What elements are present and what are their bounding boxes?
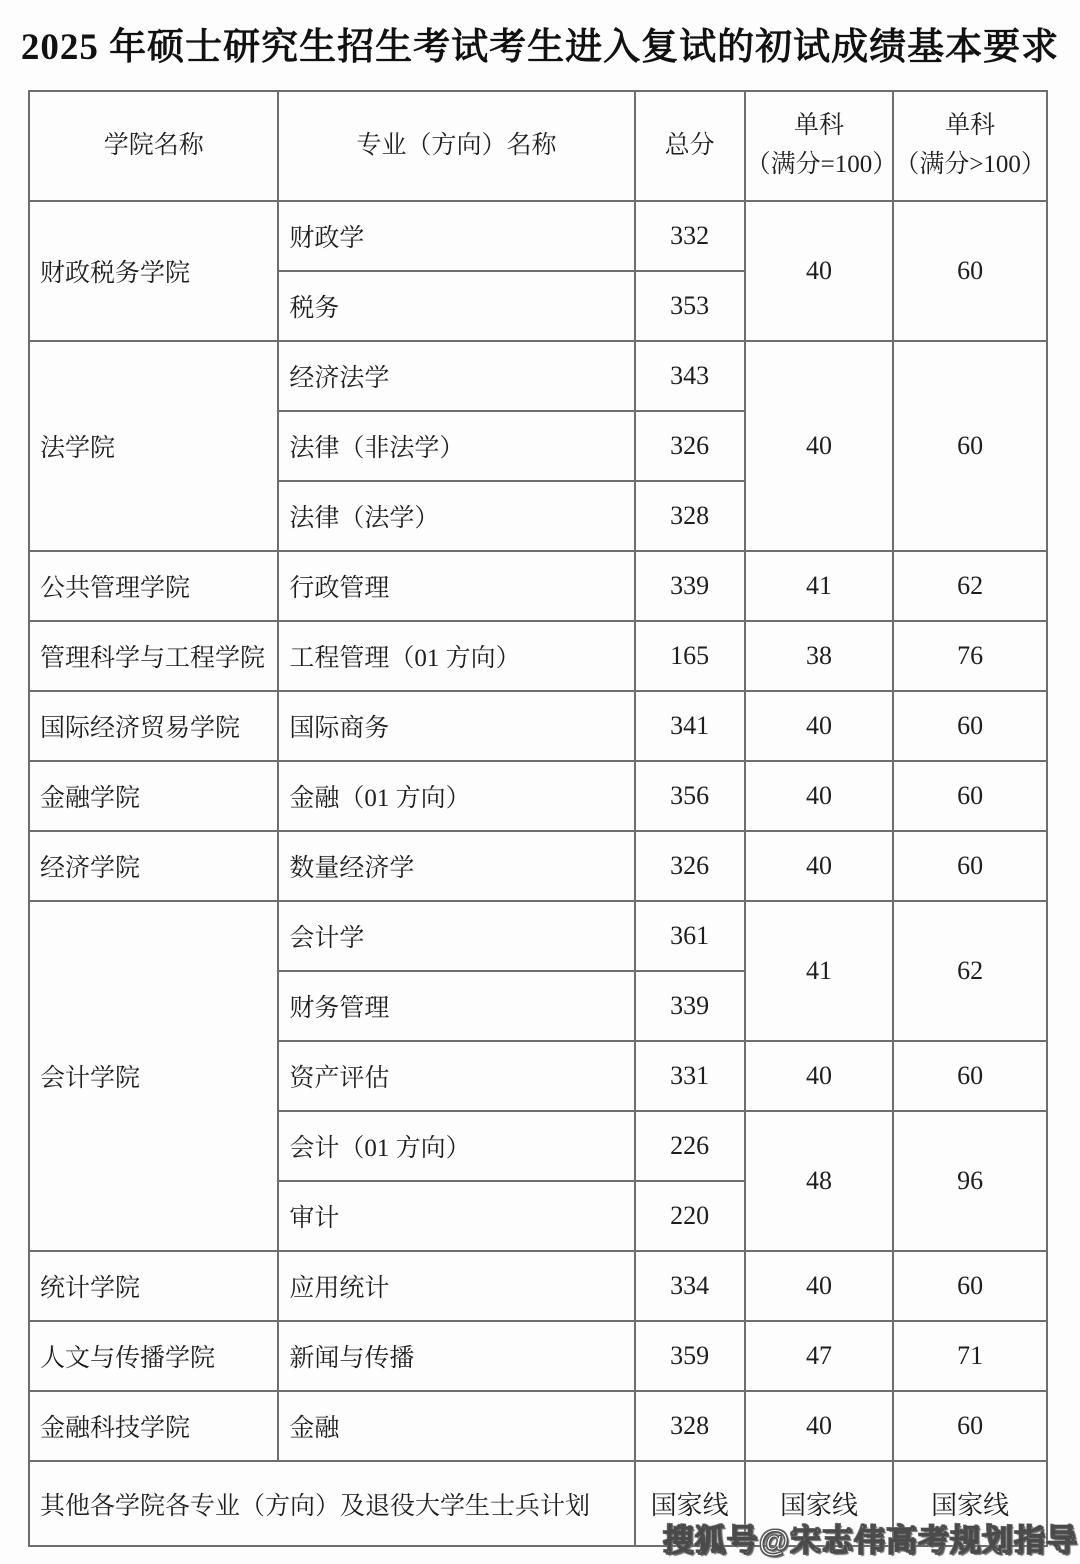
watermark: 搜狐号@宋志伟高考规划指导 xyxy=(662,1523,1078,1558)
table-row xyxy=(29,341,1047,411)
college-cell: 经济学院 xyxy=(29,831,278,901)
major-cell: 法律（非法学） xyxy=(278,411,634,481)
score100-cell: 38 xyxy=(745,621,894,691)
score100-cell: 40 xyxy=(745,761,894,831)
header-sub100 xyxy=(745,91,898,201)
major-cell: 会计学 xyxy=(278,901,634,971)
total-cell: 326 xyxy=(635,411,745,481)
major-cell: 行政管理 xyxy=(278,551,634,621)
total-cell: 328 xyxy=(635,481,745,551)
total-cell: 334 xyxy=(635,1251,745,1321)
total-cell: 331 xyxy=(635,1041,745,1111)
header-subgt100 xyxy=(893,91,1047,201)
total-cell: 226 xyxy=(635,1111,745,1181)
college-cell: 人文与传播学院 xyxy=(29,1321,278,1391)
major-cell: 国际商务 xyxy=(278,691,634,761)
total-cell: 165 xyxy=(635,621,745,691)
major-cell: 会计（01 方向） xyxy=(278,1111,634,1181)
score-gt100-cell: 60 xyxy=(893,1251,1047,1321)
major-cell: 经济法学 xyxy=(278,341,634,411)
score-gt100-cell: 60 xyxy=(893,341,1047,551)
college-cell: 财政税务学院 xyxy=(29,201,278,341)
score100-cell: 40 xyxy=(745,341,894,551)
major-cell: 资产评估 xyxy=(278,1041,634,1111)
header-major: 专业（方向）名称 xyxy=(278,91,634,201)
header-row xyxy=(29,91,1047,201)
major-cell: 财政学 xyxy=(278,201,634,271)
total-cell: 356 xyxy=(635,761,745,831)
total-cell: 326 xyxy=(635,831,745,901)
footer-label-cell: 其他各学院各专业（方向）及退役大学生士兵计划 xyxy=(29,1461,635,1546)
score-gt100-cell: 62 xyxy=(893,901,1047,1041)
score-gt100-cell: 60 xyxy=(893,1391,1047,1461)
major-cell: 税务 xyxy=(278,271,634,341)
college-cell: 金融学院 xyxy=(29,761,278,831)
header-subgt100-line1: 单科 xyxy=(945,112,996,140)
total-cell: 328 xyxy=(635,1391,745,1461)
page-title: 2025 年硕士研究生招生考试考生进入复试的初试成绩基本要求 xyxy=(20,27,1060,68)
score-gt100-cell: 76 xyxy=(893,621,1047,691)
table-row xyxy=(29,201,1047,271)
major-cell: 金融 xyxy=(278,1391,634,1461)
table-row xyxy=(29,551,1047,621)
college-cell: 统计学院 xyxy=(29,1251,278,1321)
score100-cell: 48 xyxy=(745,1111,894,1251)
header-subgt100-line2: （满分>100） xyxy=(894,151,1046,178)
header-total: 总分 xyxy=(635,91,745,201)
score100-cell: 40 xyxy=(745,1391,894,1461)
score100-cell: 40 xyxy=(745,691,894,761)
score-table xyxy=(28,90,1048,1547)
table-row xyxy=(29,1321,1047,1391)
college-cell: 会计学院 xyxy=(29,901,278,1251)
table-row xyxy=(29,1251,1047,1321)
major-cell: 新闻与传播 xyxy=(278,1321,634,1391)
major-cell: 审计 xyxy=(278,1181,634,1251)
header-sub100-line1: 单科 xyxy=(793,112,844,140)
table-row xyxy=(29,831,1047,901)
total-cell: 332 xyxy=(635,201,745,271)
college-cell: 金融科技学院 xyxy=(29,1391,278,1461)
table-row xyxy=(29,691,1047,761)
score100-cell: 47 xyxy=(745,1321,894,1391)
college-cell: 国际经济贸易学院 xyxy=(29,691,278,761)
score100-cell: 40 xyxy=(745,1041,894,1111)
score-gt100-cell: 96 xyxy=(893,1111,1047,1251)
score100-cell: 40 xyxy=(745,831,894,901)
major-cell: 数量经济学 xyxy=(278,831,634,901)
total-cell: 343 xyxy=(635,341,745,411)
table-row xyxy=(29,1391,1047,1461)
total-cell: 359 xyxy=(635,1321,745,1391)
major-cell: 应用统计 xyxy=(278,1251,634,1321)
total-cell: 353 xyxy=(635,271,745,341)
score100-cell: 41 xyxy=(745,551,894,621)
college-cell: 管理科学与工程学院 xyxy=(29,621,278,691)
total-cell: 国家线 xyxy=(635,1461,745,1546)
table-row xyxy=(29,761,1047,831)
total-cell: 220 xyxy=(635,1181,745,1251)
header-sub100-line2: （满分=100） xyxy=(745,151,898,178)
score100-cell: 40 xyxy=(745,201,894,341)
score-gt100-cell: 62 xyxy=(893,551,1047,621)
college-cell: 法学院 xyxy=(29,341,278,551)
score-gt100-cell: 60 xyxy=(893,831,1047,901)
major-cell: 法律（法学） xyxy=(278,481,634,551)
major-cell: 金融（01 方向） xyxy=(278,761,634,831)
total-cell: 341 xyxy=(635,691,745,761)
score100-cell: 41 xyxy=(745,901,894,1041)
total-cell: 339 xyxy=(635,971,745,1041)
table-row xyxy=(29,621,1047,691)
score-gt100-cell: 71 xyxy=(893,1321,1047,1391)
score-gt100-cell: 60 xyxy=(893,1041,1047,1111)
score100-cell: 40 xyxy=(745,1251,894,1321)
total-cell: 339 xyxy=(635,551,745,621)
table-row xyxy=(29,901,1047,971)
score-gt100-cell: 国家线 xyxy=(893,1461,1047,1546)
score-gt100-cell: 60 xyxy=(893,761,1047,831)
major-cell: 工程管理（01 方向） xyxy=(278,621,634,691)
score-gt100-cell: 60 xyxy=(893,201,1047,341)
total-cell: 361 xyxy=(635,901,745,971)
score-gt100-cell: 60 xyxy=(893,691,1047,761)
score100-cell: 国家线 xyxy=(745,1461,894,1546)
college-cell: 公共管理学院 xyxy=(29,551,278,621)
major-cell: 财务管理 xyxy=(278,971,634,1041)
header-college: 学院名称 xyxy=(29,91,278,201)
